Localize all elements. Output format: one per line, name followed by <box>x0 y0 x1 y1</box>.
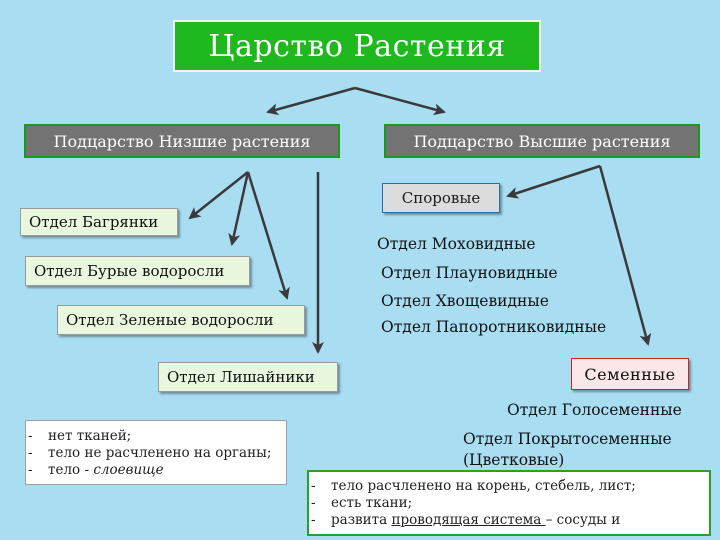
feature-item: - развита проводящая система – сосуды и <box>309 512 709 529</box>
division-lichens: Отдел Лишайники <box>158 362 338 392</box>
arrow-to-seed <box>600 166 648 344</box>
feature-item: - есть ткани; <box>309 495 709 512</box>
feature-item: - тело не расчленено на органы; <box>26 445 286 462</box>
arrow-to-spore <box>508 166 600 196</box>
seed-plants-box: Семенные <box>571 358 689 390</box>
feature-item: - тело расчленено на корень, стебель, лист; <box>309 478 709 495</box>
feature-item: - нет тканей; <box>26 428 286 445</box>
lower-plants-features <box>25 420 287 485</box>
subkingdom-higher: Подцарство Высшие растения <box>384 124 700 158</box>
division-ferns: Отдел Папоротниковидные <box>381 318 607 336</box>
arrow-to-higher <box>355 88 444 112</box>
feature-item: - тело - слоевище <box>26 462 286 479</box>
higher-plants-features <box>307 470 711 536</box>
arrow-to-green <box>248 172 287 298</box>
angiosperms-alt-name: (Цветковые) <box>463 451 565 469</box>
division-brown-algae: Отдел Бурые водоросли <box>25 256 250 286</box>
division-gymnosperms: Отдел Голосеменные <box>507 401 682 419</box>
kingdom-title: Царство Растения <box>173 20 541 72</box>
division-angiosperms: Отдел Покрытосеменные <box>463 430 672 448</box>
division-green-algae: Отдел Зеленые водоросли <box>57 305 305 335</box>
division-horsetails: Отдел Хвощевидные <box>381 292 549 310</box>
arrow-to-lower <box>268 88 355 112</box>
division-red-algae: Отдел Багрянки <box>20 208 178 236</box>
division-lycopods: Отдел Плауновидные <box>381 264 558 282</box>
spore-plants-box: Споровые <box>382 183 500 213</box>
division-mosses: Отдел Моховидные <box>377 235 536 253</box>
subkingdom-lower: Подцарство Низшие растения <box>24 124 340 158</box>
